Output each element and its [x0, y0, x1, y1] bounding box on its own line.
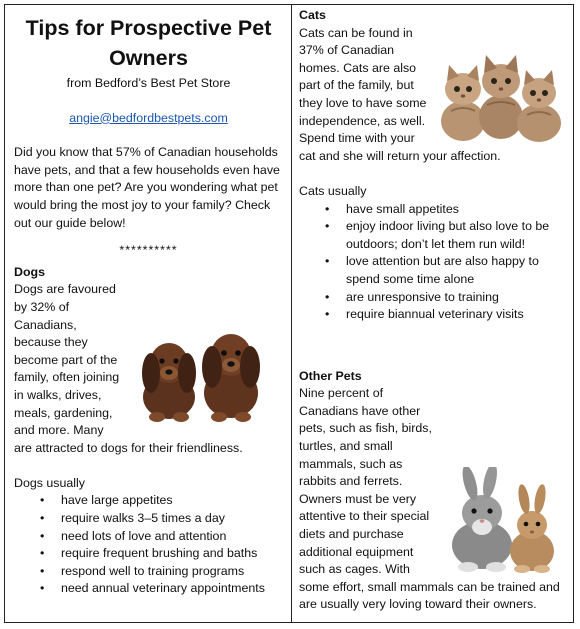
other-pets-body: Nine percent of Canadians have other pets, such as fish, birds, turtles, and small mammals, such as rabbits and ferrets. Owners must be very attentive to their special diets and purchase additional equipment such as cages. With some effort, small mammals can be trained and are usually very loving toward their owners.	[299, 386, 560, 612]
list-item: • respond well to training programs	[14, 563, 283, 581]
dogs-list-intro: Dogs usually	[14, 475, 85, 490]
cats-heading: Cats	[299, 8, 326, 22]
rabbits-photo-icon	[442, 467, 560, 575]
list-item: • enjoy indoor living but also love to be outdoors; don’t let them run wild!	[299, 218, 568, 253]
right-column	[292, 5, 574, 614]
email-link[interactable]: angie@bedfordbestpets.com	[69, 110, 228, 125]
other-pets-text-block	[299, 385, 568, 614]
dogs-section	[14, 264, 283, 598]
kittens-photo-icon	[433, 45, 568, 145]
list-item: • require frequent brushing and baths	[14, 545, 283, 563]
left-column	[5, 5, 291, 598]
list-item: • have small appetites	[299, 201, 568, 219]
list-item: • require walks 3–5 times a day	[14, 510, 283, 528]
cats-section	[299, 7, 568, 324]
list-item: • require biannual veterinary visits	[299, 306, 568, 324]
cats-list-intro: Cats usually	[299, 183, 367, 198]
flyer-page	[4, 4, 574, 623]
page-title: Tips for Prospective Pet Owners	[25, 16, 272, 70]
dogs-list	[14, 492, 283, 598]
dogs-text-block	[14, 281, 283, 457]
puppies-photo-icon	[127, 323, 277, 423]
list-item: • have large appetites	[14, 492, 283, 510]
intro-paragraph: Did you know that 57% of Canadian households have pets, and that a few households even have more than one pet? Are you wondering what pet would bring the most joy to your family? Check out our guide below!	[14, 145, 280, 230]
list-item: • need annual veterinary appointments	[14, 580, 283, 598]
cats-body: Cats can be found in 37% of Canadian homes. Cats are also part of the family, but they love to have some independence, as well. Spend time with your cat and she will return your affection.	[299, 25, 501, 163]
cats-text-block	[299, 25, 568, 166]
other-pets-heading: Other Pets	[299, 368, 362, 383]
cats-list	[299, 201, 568, 324]
list-item: • love attention but are also happy to spend some time alone	[299, 253, 568, 288]
subtitle: from Bedford’s Best Pet Store	[66, 76, 231, 90]
dogs-body: Dogs are favoured by 32% of Canadians, because they become part of the family, often joining in walks, drives, meals, gardening, and more. Many are attracted to dogs for their friendliness.	[14, 282, 243, 455]
list-item: • need lots of love and attention	[14, 528, 283, 546]
list-item: • are unresponsive to training	[299, 289, 568, 307]
dogs-heading: Dogs	[14, 264, 45, 279]
separator: **********	[119, 243, 178, 258]
other-pets-section	[299, 368, 568, 614]
